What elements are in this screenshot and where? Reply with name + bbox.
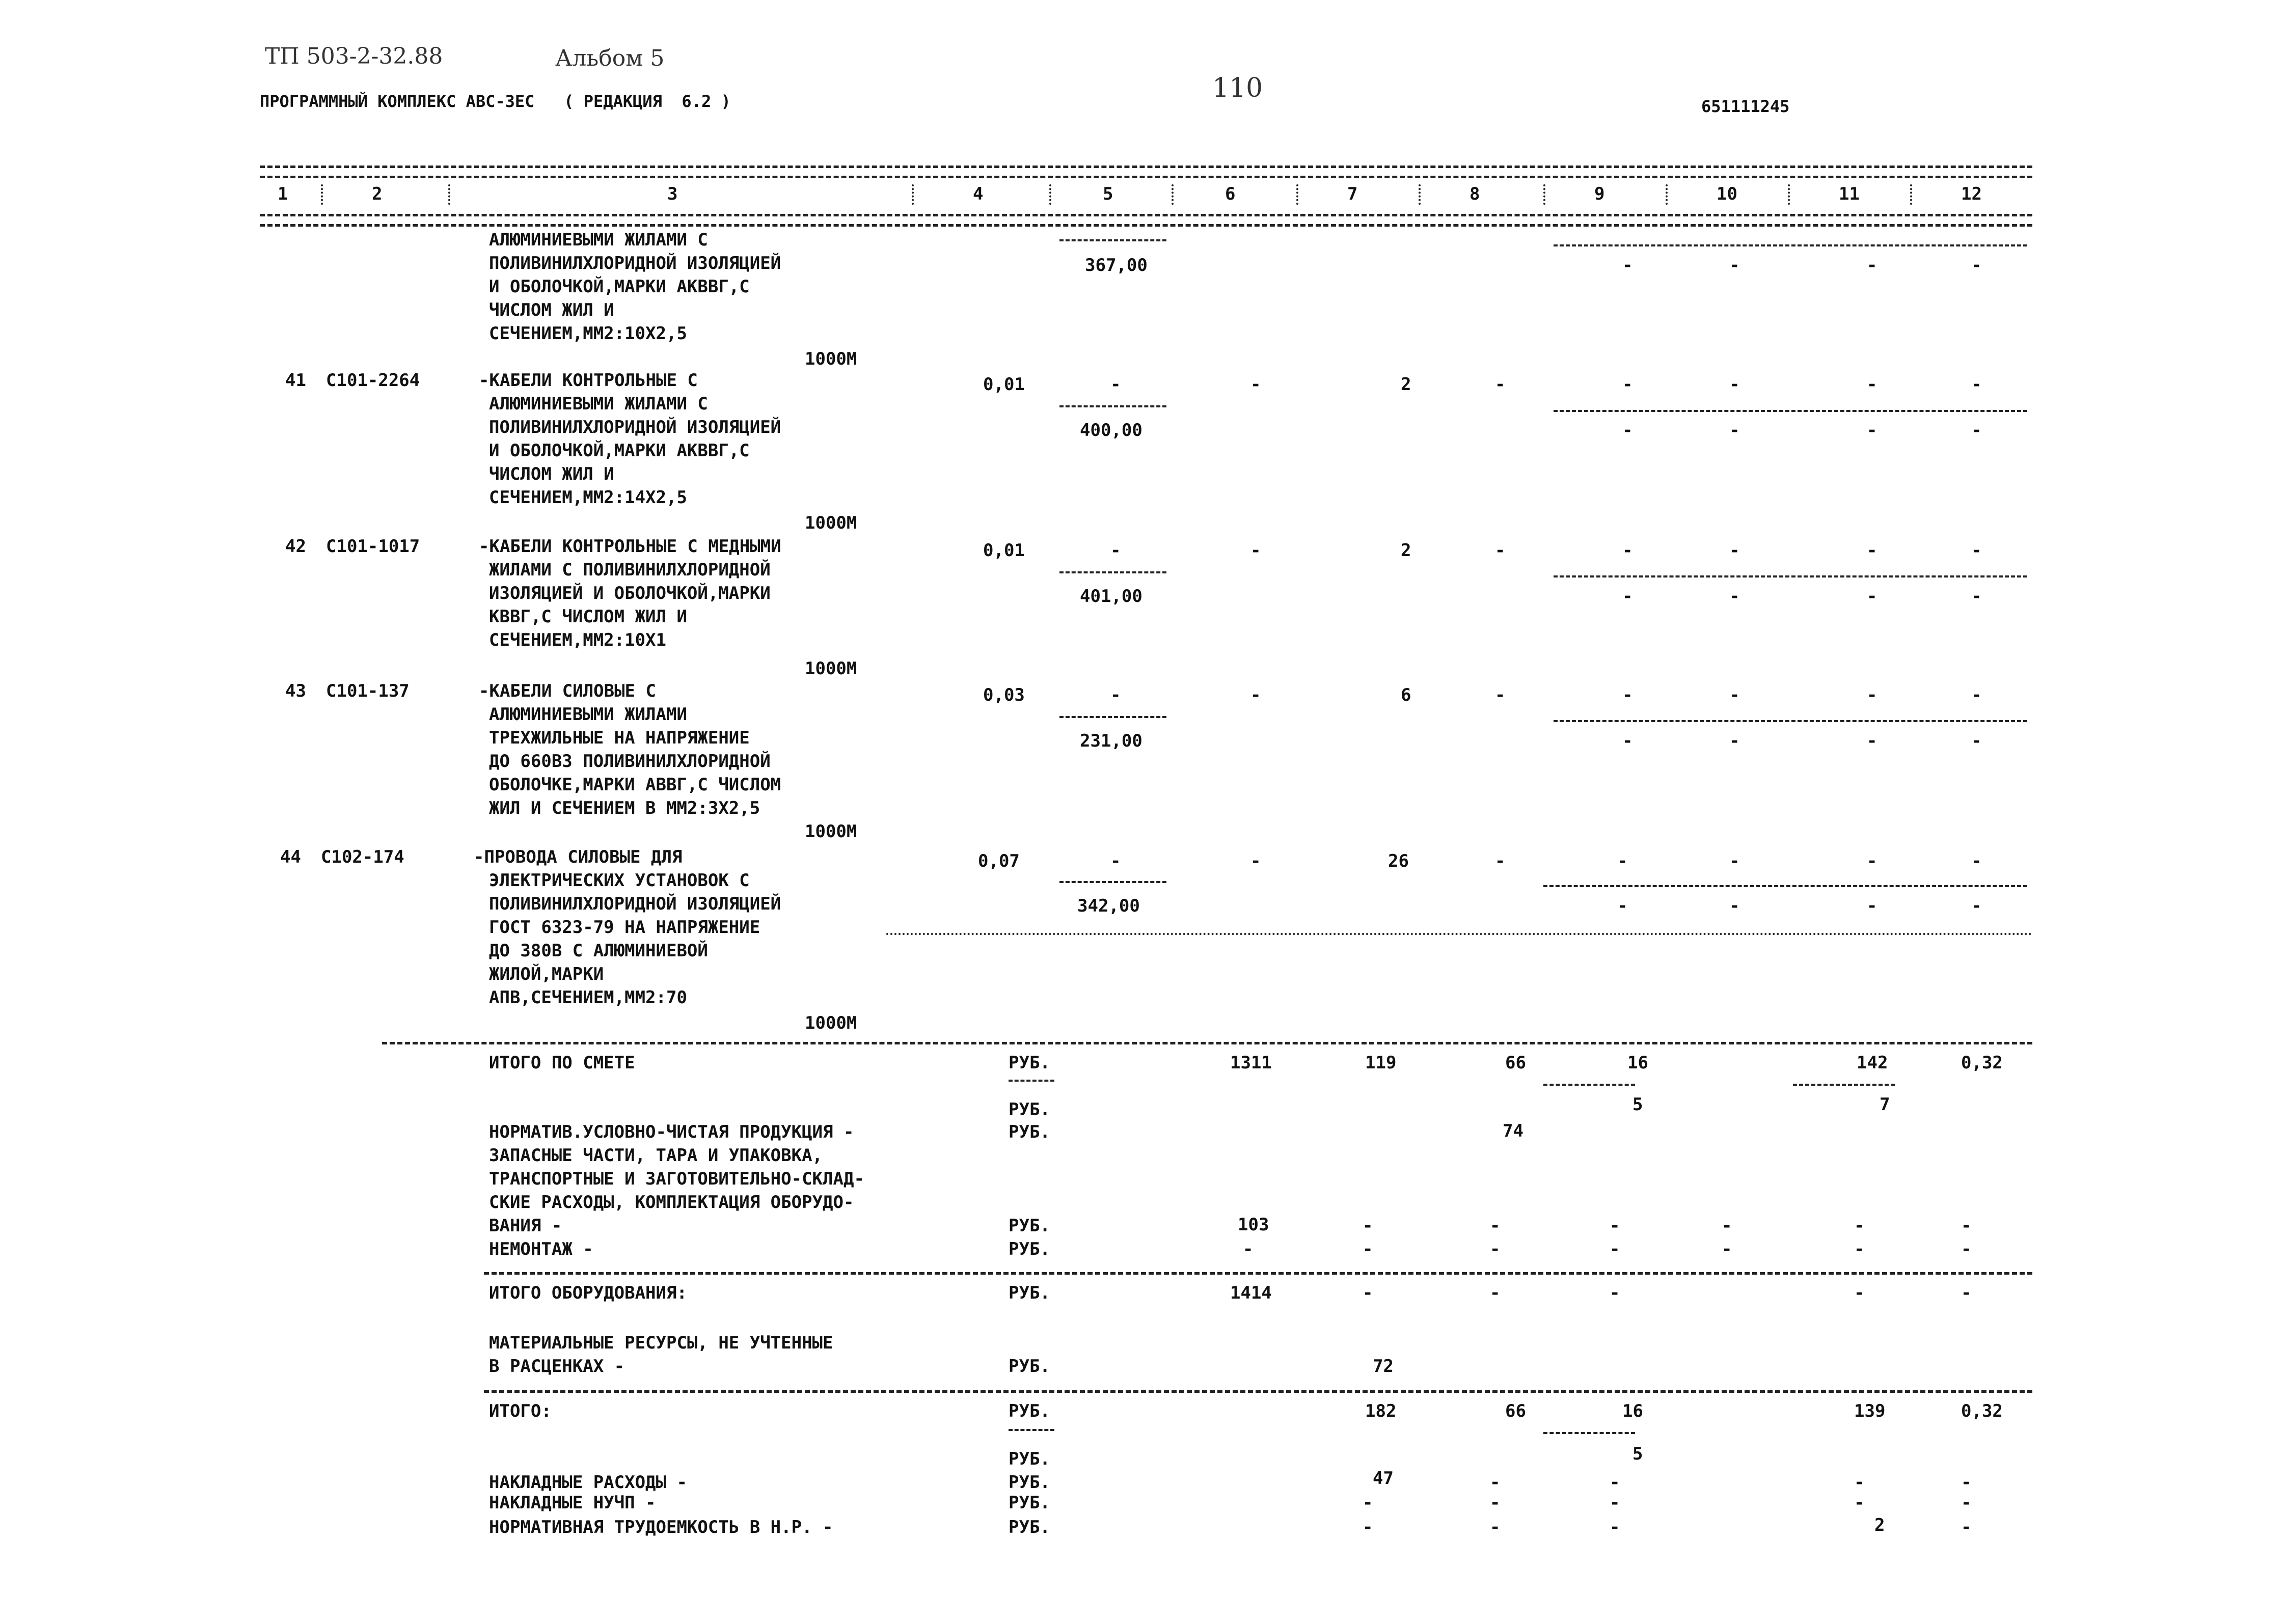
cell-c8: -: [1490, 1216, 1501, 1236]
item-description-line: ЭЛЕКТРИЧЕСКИХ УСТАНОВОК С: [489, 870, 750, 891]
cell-c12: -: [1971, 374, 1982, 395]
item-number: 41: [285, 370, 306, 391]
item-number: 44: [280, 847, 301, 867]
item-code: С101-1017: [326, 536, 420, 557]
summary-unit: РУБ.: [1009, 1401, 1050, 1421]
cell-c12: -: [1961, 1472, 1972, 1493]
summary-label: НОРМАТИВНАЯ ТРУДОЕМКОСТЬ В Н.Р. -: [489, 1517, 833, 1537]
cell-c6: 1311: [1230, 1053, 1272, 1073]
item-code: С102-174: [321, 847, 404, 867]
cell-c9: 16: [1627, 1053, 1648, 1073]
cell-c10: -: [1729, 540, 1740, 561]
cell-c9: -: [1622, 374, 1633, 395]
item-quantity: 0,07: [978, 851, 1020, 871]
summary-rule: [484, 1390, 2032, 1393]
cell-c6: -: [1250, 851, 1261, 871]
cell-c8: -: [1490, 1493, 1501, 1513]
album-label: Альбом 5: [555, 45, 665, 71]
summary-unit: РУБ.: [1009, 1517, 1050, 1537]
item-description-line: ЖИЛАМИ С ПОЛИВИНИЛХЛОРИДНОЙ: [489, 560, 771, 580]
cell-c6: -: [1250, 685, 1261, 705]
column-header: 9: [1594, 184, 1605, 204]
cell-c12: 0,32: [1961, 1053, 2003, 1073]
cell-c12: -: [1961, 1517, 1972, 1537]
column-header: 11: [1839, 184, 1860, 204]
cell-c6: -: [1250, 540, 1261, 561]
cell-c7: -: [1363, 1239, 1373, 1259]
cell-c8: 66: [1505, 1053, 1526, 1073]
cell-c9: -: [1610, 1493, 1620, 1513]
item-description-line: -КАБЕЛИ КОНТРОЛЬНЫЕ С МЕДНЫМИ: [479, 536, 781, 557]
item-description-line: -КАБЕЛИ СИЛОВЫЕ С: [479, 681, 656, 701]
cell-c7: 119: [1365, 1053, 1397, 1073]
cell-c11: 142: [1857, 1053, 1888, 1073]
item-description-line: ДО 380В С АЛЮМИНИЕВОЙ: [489, 941, 708, 961]
item-description-line: ЖИЛ И СЕЧЕНИЕМ В ММ2:3Х2,5: [489, 798, 760, 818]
cell-c9: -: [1622, 685, 1633, 705]
cell-c12: -: [1971, 896, 1982, 916]
cell-c8: -: [1495, 374, 1506, 395]
summary-label: ЗАПАСНЫЕ ЧАСТИ, ТАРА И УПАКОВКА,: [489, 1145, 823, 1166]
item-code: С101-137: [326, 681, 410, 701]
item-description-line: СЕЧЕНИЕМ,ММ2:10Х1: [489, 630, 666, 650]
cell-c11: 2: [1874, 1515, 1885, 1535]
cell-c11: -: [1854, 1493, 1865, 1513]
cell-c11: -: [1854, 1216, 1865, 1236]
cell-c11: -: [1854, 1283, 1865, 1303]
cell-c8: -: [1490, 1472, 1501, 1493]
column-header: 4: [973, 184, 984, 204]
cell-c7: 2: [1401, 540, 1411, 561]
item-description-line: ЖИЛОЙ,МАРКИ: [489, 964, 604, 984]
cell-c11: -: [1867, 374, 1877, 395]
item-quantity: 0,03: [983, 685, 1025, 705]
item-description-line: ПОЛИВИНИЛХЛОРИДНОЙ ИЗОЛЯЦИЕЙ: [489, 894, 781, 914]
document-id: 651111245: [1701, 97, 1790, 116]
cell-c11: -: [1867, 586, 1877, 607]
summary-unit: РУБ.: [1009, 1053, 1050, 1073]
summary-unit: РУБ.: [1009, 1356, 1050, 1377]
cell-c8: 74: [1503, 1121, 1523, 1141]
item-description-line: -ПРОВОДА СИЛОВЫЕ ДЛЯ: [474, 847, 683, 867]
cell-c7: -: [1363, 1493, 1373, 1513]
cell-c12: -: [1961, 1493, 1972, 1513]
summary-label: ТРАНСПОРТНЫЕ И ЗАГОТОВИТЕЛЬНО-СКЛАД-: [489, 1169, 864, 1189]
column-header: 1: [278, 184, 288, 204]
summary-unit: РУБ.: [1009, 1122, 1050, 1142]
cell-c8: -: [1490, 1283, 1501, 1303]
cell-c7: 2: [1401, 374, 1411, 395]
item-description-line: СЕЧЕНИЕМ,ММ2:14Х2,5: [489, 487, 687, 508]
item-quantity: 0,01: [983, 540, 1025, 561]
summary-unit: РУБ.: [1009, 1449, 1050, 1469]
item-description-line: АЛЮМИНИЕВЫМИ ЖИЛАМИ С: [489, 230, 708, 250]
cell-c9: -: [1622, 420, 1633, 441]
item-quantity: 0,01: [983, 374, 1025, 395]
cell-c11: -: [1867, 685, 1877, 705]
cell-c7: -: [1363, 1517, 1373, 1537]
summary-rule: [382, 1042, 2032, 1044]
summary-label: НАКЛАДНЫЕ РАСХОДЫ -: [489, 1472, 687, 1493]
cell-c7: 26: [1388, 851, 1409, 871]
cell-c9: -: [1622, 586, 1633, 607]
item-unit: 1000М: [805, 1013, 857, 1033]
item-description-line: АЛЮМИНИЕВЫМИ ЖИЛАМИ С: [489, 394, 708, 414]
item-unit: 1000М: [805, 513, 857, 533]
item-unit: 1000М: [805, 821, 857, 842]
summary-label: НОРМАТИВ.УСЛОВНО-ЧИСТАЯ ПРОДУКЦИЯ -: [489, 1122, 854, 1142]
cell-c7: 72: [1373, 1356, 1394, 1377]
cell-c12: -: [1961, 1239, 1972, 1259]
summary-label: НАКЛАДНЫЕ НУЧП -: [489, 1493, 656, 1513]
header-rule-top: [260, 166, 2032, 168]
cell-c12: -: [1971, 851, 1982, 871]
item-description-line: ЧИСЛОМ ЖИЛ И: [489, 300, 614, 320]
cell-c9: -: [1610, 1517, 1620, 1537]
item-code: С101-2264: [326, 370, 420, 391]
cell-c7: -: [1363, 1216, 1373, 1236]
cell-c10: -: [1729, 851, 1740, 871]
cell-c11: 7: [1880, 1094, 1890, 1115]
summary-unit: РУБ.: [1009, 1216, 1050, 1236]
cell-c8: -: [1490, 1239, 1501, 1259]
item-description-line: ПОЛИВИНИЛХЛОРИДНОЙ ИЗОЛЯЦИЕЙ: [489, 417, 781, 437]
summary-unit: РУБ.: [1009, 1493, 1050, 1513]
cell-c10: -: [1729, 374, 1740, 395]
cell-c6: -: [1250, 374, 1261, 395]
page-number: 110: [1212, 73, 1263, 103]
summary-label: В РАСЦЕНКАХ -: [489, 1356, 625, 1377]
cell-c11: -: [1867, 731, 1877, 751]
item-price: 231,00: [1080, 731, 1142, 751]
cell-c7: -: [1363, 1283, 1373, 1303]
column-header: 6: [1225, 184, 1236, 204]
cell-c10: -: [1729, 685, 1740, 705]
cell-c8: -: [1495, 685, 1506, 705]
summary-label: ИТОГО ПО СМЕТЕ: [489, 1053, 635, 1073]
item-number: 43: [285, 681, 306, 701]
item-description-line: ПОЛИВИНИЛХЛОРИДНОЙ ИЗОЛЯЦИЕЙ: [489, 253, 781, 273]
column-header: 12: [1961, 184, 1982, 204]
cell-c12: 0,32: [1961, 1401, 2003, 1421]
column-header: 5: [1103, 184, 1113, 204]
cell-c6: 1414: [1230, 1283, 1272, 1303]
item-price: 367,00: [1085, 255, 1148, 276]
item-unit: 1000М: [805, 658, 857, 679]
summary-label: ИТОГО ОБОРУДОВАНИЯ:: [489, 1283, 687, 1303]
cell-c10: -: [1729, 420, 1740, 441]
header-rule-bottom-2: [260, 224, 2032, 227]
cell-c8: -: [1490, 1517, 1501, 1537]
summary-label: ВАНИЯ -: [489, 1216, 562, 1236]
summary-label: ИТОГО:: [489, 1401, 552, 1421]
item-description-line: ИЗОЛЯЦИЕЙ И ОБОЛОЧКОЙ,МАРКИ: [489, 583, 771, 603]
cell-c9: -: [1622, 731, 1633, 751]
item-price-top: -: [1110, 851, 1121, 871]
item-price: 400,00: [1080, 420, 1142, 441]
summary-unit: РУБ.: [1009, 1099, 1050, 1120]
cell-c9: 5: [1632, 1444, 1643, 1464]
column-header: 7: [1347, 184, 1358, 204]
cell-c12: -: [1971, 255, 1982, 276]
cell-c11: -: [1867, 851, 1877, 871]
item-price: 342,00: [1077, 896, 1140, 916]
column-header: 8: [1469, 184, 1480, 204]
item-description-line: АЛЮМИНИЕВЫМИ ЖИЛАМИ: [489, 704, 687, 725]
summary-label: НЕМОНТАЖ -: [489, 1239, 593, 1259]
cell-c7: 47: [1373, 1468, 1394, 1489]
cell-c10: -: [1729, 896, 1740, 916]
cell-c6: -: [1243, 1239, 1254, 1259]
doc-code: ТП 503-2-32.88: [265, 43, 443, 69]
cell-c11: -: [1867, 896, 1877, 916]
cell-c12: -: [1971, 685, 1982, 705]
item-description-line: АПВ,СЕЧЕНИЕМ,ММ2:70: [489, 987, 687, 1008]
cell-c12: -: [1961, 1216, 1972, 1236]
cell-c12: -: [1971, 540, 1982, 561]
program-label: ПРОГРАММНЫЙ КОМПЛЕКС АВС-ЗЕС ( РЕДАКЦИЯ 6.2 ): [260, 92, 731, 111]
cell-c9: -: [1610, 1239, 1620, 1259]
summary-unit: РУБ.: [1009, 1472, 1050, 1493]
cell-c9: -: [1622, 255, 1633, 276]
item-number: 42: [285, 536, 306, 557]
cell-c12: -: [1961, 1283, 1972, 1303]
cell-c6: 103: [1238, 1215, 1269, 1235]
cell-c12: -: [1971, 586, 1982, 607]
item-description-line: СЕЧЕНИЕМ,ММ2:10Х2,5: [489, 323, 687, 344]
cell-c8: 66: [1505, 1401, 1526, 1421]
item-price-top: -: [1110, 374, 1121, 395]
cell-c9: -: [1610, 1283, 1620, 1303]
header-rule-bottom: [260, 214, 2032, 216]
cell-c7: 182: [1365, 1401, 1397, 1421]
cell-c10: -: [1729, 255, 1740, 276]
item-unit: 1000М: [805, 349, 857, 369]
cell-c10: -: [1729, 586, 1740, 607]
summary-label: СКИЕ РАСХОДЫ, КОМПЛЕКТАЦИЯ ОБОРУДО-: [489, 1192, 854, 1213]
summary-unit: РУБ.: [1009, 1239, 1050, 1259]
cell-c11: -: [1867, 420, 1877, 441]
header-rule-top-2: [260, 176, 2032, 178]
item-price-top: -: [1110, 685, 1121, 705]
cell-c10: -: [1722, 1239, 1732, 1259]
cell-c9: -: [1610, 1472, 1620, 1493]
cell-c9: 5: [1632, 1094, 1643, 1115]
cell-c11: -: [1854, 1239, 1865, 1259]
cell-c9: 16: [1622, 1401, 1643, 1421]
cell-c11: -: [1867, 540, 1877, 561]
cell-c9: -: [1617, 896, 1628, 916]
cell-c10: -: [1722, 1216, 1732, 1236]
item-description-line: И ОБОЛОЧКОЙ,МАРКИ АКВВГ,С: [489, 277, 750, 297]
cell-c11: -: [1867, 255, 1877, 276]
item-description-line: -КАБЕЛИ КОНТРОЛЬНЫЕ С: [479, 370, 698, 391]
cell-c10: -: [1729, 731, 1740, 751]
item-description-line: ЧИСЛОМ ЖИЛ И: [489, 464, 614, 484]
item-description-line: ОБОЛОЧКЕ,МАРКИ АВВГ,С ЧИСЛОМ: [489, 775, 781, 795]
item-description-line: ТРЕХЖИЛЬНЫЕ НА НАПРЯЖЕНИЕ: [489, 728, 750, 748]
cell-c9: -: [1617, 851, 1628, 871]
cell-c12: -: [1971, 420, 1982, 441]
cell-c9: -: [1610, 1216, 1620, 1236]
summary-label: МАТЕРИАЛЬНЫЕ РЕСУРСЫ, НЕ УЧТЕННЫЕ: [489, 1333, 833, 1353]
cell-c8: -: [1495, 851, 1506, 871]
summary-rule: [484, 1272, 2032, 1275]
cell-c11: -: [1854, 1472, 1865, 1493]
column-header: 10: [1717, 184, 1737, 204]
cell-c12: -: [1971, 731, 1982, 751]
summary-unit: РУБ.: [1009, 1283, 1050, 1303]
item-description-line: ДО 660В3 ПОЛИВИНИЛХЛОРИДНОЙ: [489, 751, 771, 772]
item-description-line: КВВГ,С ЧИСЛОМ ЖИЛ И: [489, 607, 687, 627]
cell-c11: 139: [1854, 1401, 1886, 1421]
item-description-line: И ОБОЛОЧКОЙ,МАРКИ АКВВГ,С: [489, 441, 750, 461]
column-header: 2: [372, 184, 383, 204]
column-header: 3: [667, 184, 678, 204]
cell-c9: -: [1622, 540, 1633, 561]
item-description-line: ГОСТ 6323-79 НА НАПРЯЖЕНИЕ: [489, 917, 760, 938]
item-price: 401,00: [1080, 586, 1142, 607]
cell-c8: -: [1495, 540, 1506, 561]
cell-c7: 6: [1401, 685, 1411, 705]
item-price-top: -: [1110, 540, 1121, 561]
